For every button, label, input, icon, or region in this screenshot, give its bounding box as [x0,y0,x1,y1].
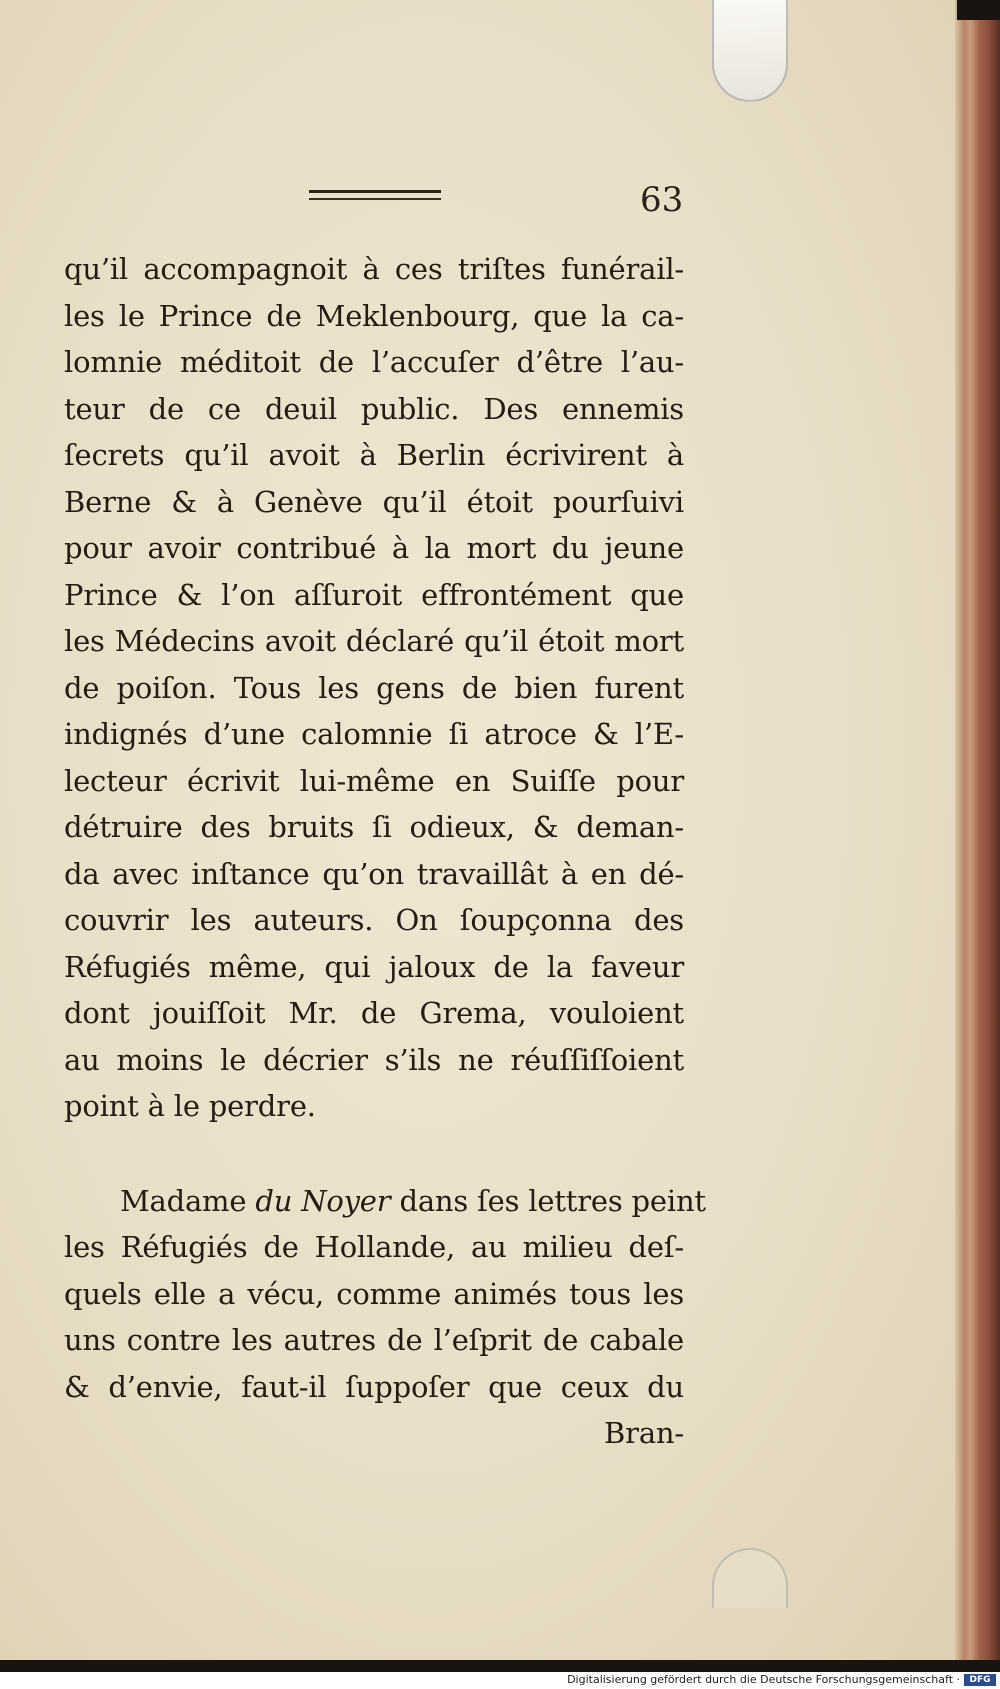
text-line: de poiſon. Tous les gens de bien furent [64,670,684,705]
catchword: Bran- [604,1416,684,1450]
dfg-logo: DFG [964,1674,996,1686]
header-rule [309,190,441,200]
italic-name: du Noyer [255,1183,391,1218]
text-fragment: dans ſes lettres peint [390,1183,706,1218]
text-line: les Médecins avoit déclaré qu’il étoit mort [64,624,684,658]
text-line: uns contre les autres de l’eſprit de cabale [64,1323,684,1357]
text-line: da avec inſtance qu’on travaillât à en dé- [64,856,684,891]
text-line: dont jouiſſoit Mr. de Grema, vouloient [64,996,684,1030]
text-line: Berne & à Genève qu’il étoit pourſuivi [64,484,684,519]
text-line: Réfugiés même, qui jaloux de la faveur [64,949,684,984]
text-line: qu’il accompagnoit à ces triſtes funérail- [64,252,684,286]
text-fragment: Madame [120,1183,256,1218]
text-line: quels elle a vécu, comme animés tous les [64,1276,684,1311]
text-line: détruire des bruits ſi odieux, & deman- [64,810,684,844]
text-line: lomnie méditoit de l’accuſer d’être l’au- [64,345,684,379]
text-line: au moins le décrier s’ils ne réuſſiſſoient [64,1042,684,1077]
page-clip-top [712,0,788,102]
page-number: 63 [640,180,684,220]
paragraph-gap [64,1130,684,1178]
text-line: lecteur écrivit lui-même en Suiſſe pour [64,763,684,798]
text-line: les le Prince de Meklenbourg, que la ca- [64,298,684,333]
text-line: les Réfugiés de Hollande, au milieu deſ- [64,1230,684,1264]
text-line: & d’envie, faut-il ſuppoſer que ceux du [64,1369,684,1404]
digitization-footer [0,1672,1000,1689]
text-line: indignés d’une calomnie ſi atroce & l’E- [64,717,684,751]
text-line: couvrir les auteurs. On ſoupçonna des [64,903,684,937]
footer-credit: Digitalisierung gefördert durch die Deutsche Forschungsgemeinschaft · [567,1673,960,1686]
text-line: ſecrets qu’il avoit à Berlin écrivirent à [64,438,684,472]
text-line: point à le perdre. [64,1089,316,1123]
text-line: Prince & l’on aſſuroit effrontément que [64,577,684,612]
text-line-first [64,1178,706,1225]
text-line: teur de ce deuil public. Des ennemis [64,391,684,426]
page-edge [955,20,1000,1660]
text-line: pour avoir contribué à la mort du jeune [64,531,684,565]
page-text [64,246,706,1457]
